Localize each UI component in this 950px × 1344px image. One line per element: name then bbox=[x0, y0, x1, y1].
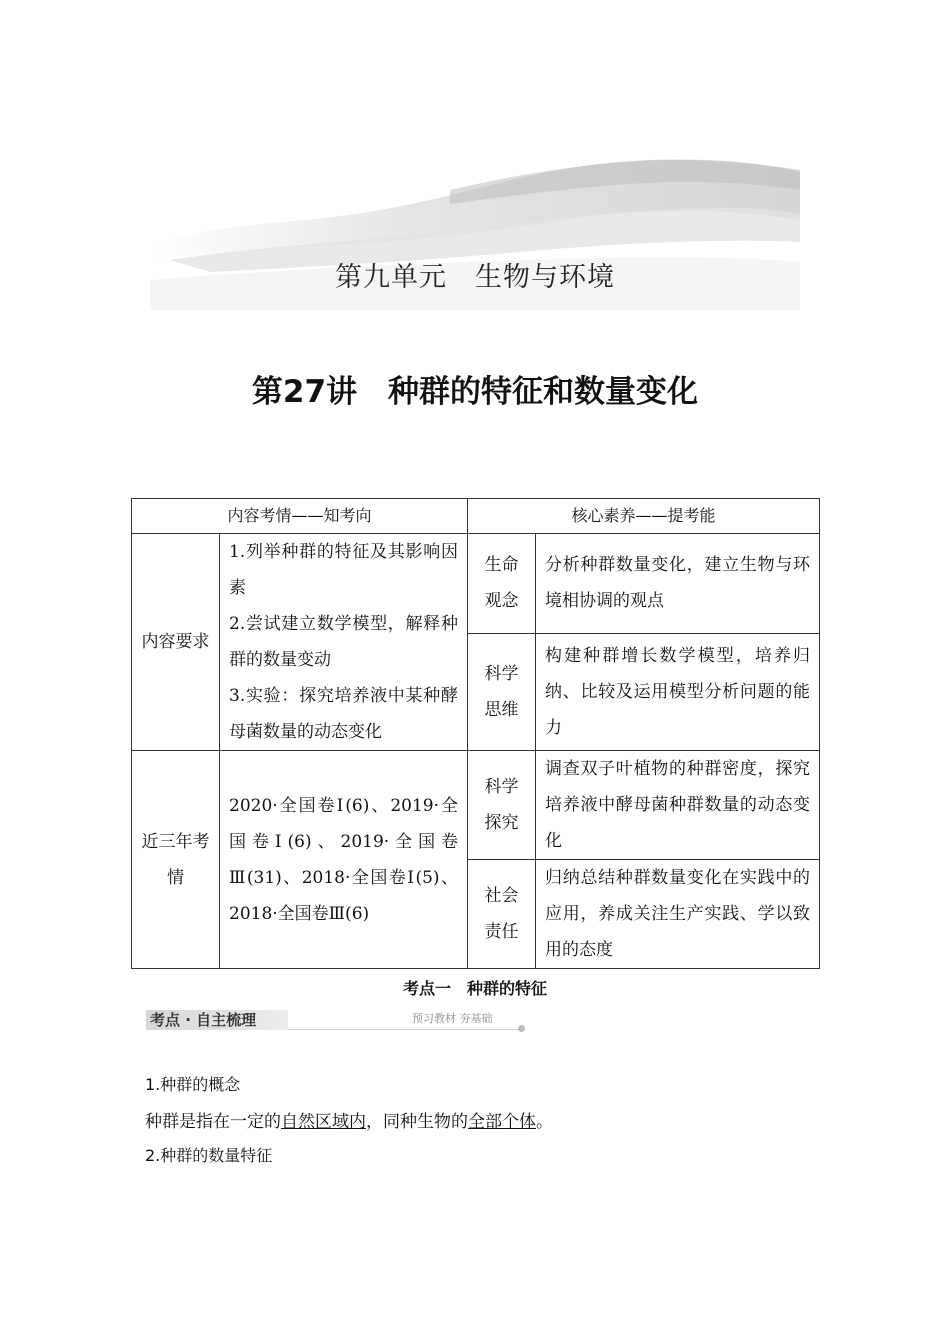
underlined-answer: 全部个体 bbox=[468, 1112, 536, 1132]
requirement-item: 3.实验：探究培养液中某种酵母菌数量的动态变化 bbox=[229, 686, 459, 742]
section-bar bbox=[146, 1008, 526, 1032]
literacy-text: 调查双子叶植物的种群密度，探究培养液中酵母菌种群数量的动态变化 bbox=[536, 751, 820, 860]
section-bar-dot-icon bbox=[518, 1025, 525, 1032]
row-label-exam-history: 近三年考情 bbox=[132, 751, 220, 969]
header-left: 内容考情——知考向 bbox=[132, 499, 468, 534]
section-bar-title: 考点 · 自主梳理 bbox=[150, 1011, 257, 1029]
requirement-item: 2.尝试建立数学模型，解释种群的数量变动 bbox=[229, 614, 459, 670]
requirements-content bbox=[220, 534, 468, 751]
text: 。 bbox=[536, 1112, 553, 1132]
literacy-text: 分析种群数量变化，建立生物与环境相协调的观点 bbox=[536, 534, 820, 634]
section-bar-line bbox=[288, 1029, 522, 1030]
text: 种群是指在一定的 bbox=[145, 1112, 281, 1132]
literacy-label: 生命观念 bbox=[468, 534, 536, 634]
literacy-text: 归纳总结种群数量变化在实践中的应用，养成关注生产实践、学以致用的态度 bbox=[536, 860, 820, 969]
literacy-label: 科学探究 bbox=[468, 751, 536, 860]
table-header-row bbox=[132, 499, 820, 534]
kaodian-heading: 考点一 种群的特征 bbox=[402, 979, 547, 998]
table-row bbox=[132, 534, 820, 634]
table-row bbox=[132, 751, 820, 860]
section-bar-subtitle: 预习教材 夯基础 bbox=[412, 1012, 493, 1025]
lecture-title: 第27讲 种群的特征和数量变化 bbox=[251, 374, 699, 410]
concept-paragraph bbox=[145, 1107, 553, 1132]
exam-history-content: 2020·全国卷Ⅰ(6)、2019·全国卷Ⅰ(6)、2019·全国卷Ⅲ(31)、2018·全国卷Ⅰ(5)、2018·全国卷Ⅲ(6) bbox=[220, 751, 468, 969]
section-title-quantity: 2.种群的数量特征 bbox=[145, 1146, 273, 1165]
row-label-requirements: 内容要求 bbox=[132, 534, 220, 751]
unit-title: 第九单元 生物与环境 bbox=[335, 262, 615, 293]
text: ，同种生物的 bbox=[366, 1112, 468, 1132]
underlined-answer: 自然区域内 bbox=[281, 1112, 366, 1132]
overview-table bbox=[131, 498, 820, 969]
literacy-label: 科学思维 bbox=[468, 633, 536, 750]
literacy-label: 社会责任 bbox=[468, 860, 536, 969]
requirement-item: 1.列举种群的特征及其影响因素 bbox=[229, 542, 459, 598]
literacy-text: 构建种群增长数学模型，培养归纳、比较及运用模型分析问题的能力 bbox=[536, 633, 820, 750]
section-title-concept: 1.种群的概念 bbox=[145, 1075, 241, 1094]
header-right: 核心素养——提考能 bbox=[468, 499, 820, 534]
